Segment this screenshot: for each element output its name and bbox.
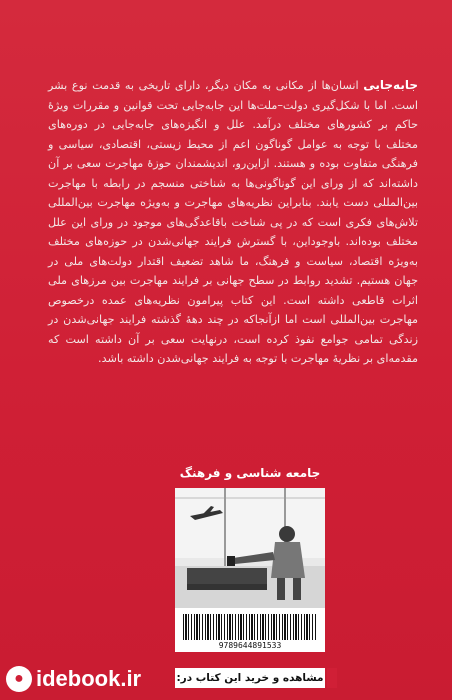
- barcode-panel: [175, 608, 325, 652]
- isbn-number: 9789644891533: [218, 641, 282, 650]
- airport-scene-illustration: [175, 488, 325, 608]
- cover-photo: [175, 488, 325, 608]
- site-logo-text: idebook.ir: [36, 666, 142, 691]
- description-lead-word: جابه‌جایی: [363, 78, 418, 92]
- book-description: [48, 76, 418, 369]
- book-logo-icon: ●: [6, 666, 32, 692]
- barcode-icon: [183, 614, 317, 640]
- promo-marker: [327, 668, 337, 688]
- site-logo[interactable]: [6, 662, 141, 696]
- watermark-footer: [0, 662, 452, 700]
- promo-banner[interactable]: مشاهده و خرید این کتاب در:: [175, 668, 325, 688]
- description-text: انسان‌ها از مکانی به مکان دیگر، دارای تاریخی به قدمت نوع بشر است. اما با شکل‌گیری دولت–ملت‌ها این جابه‌جایی تحت قوانین و مقررات ویژهٔ حاکم بر کشورهای مختلف درآمد. علل و انگیزه‌های جابه‌جایی در دوره‌های مختلف با توجه به عوامل گوناگون اعم از محیط زیستی، اقتصادی، سیاسی و فرهنگی متفاوت بوده و هستند. ازاین‌رو، اندیشمندان حوزهٔ مهاجرت سعی بر آن داشته‌اند که از ورای این گوناگونی‌ها به شناختی منسجم در رابطه با مهاجرت بین‌المللی دست یابند. بنابراین نظریه‌های مهاجرت و به‌ویژه مهاجرت بین‌المللی تلاش‌های فکری است که در پی شناخت باقاعدگی‌های موجود در ورای این علل مختلف بوده‌اند. باوجوداین، با گسترش فرایند جهانی‌شدن در حوزه‌های مختلف به‌ویژه اقتصاد، سیاست و فرهنگ، ما شاهد تضعیف اقتدار دولت‌های ملی در جهان هستیم. تشدید روابط در سطح جهانی بر فرایند مهاجرت بین مرزهای ملی اثرات قاطعی داشته است. این کتاب پیرامون نظریه‌های عمده درخصوص مهاجرت بین‌المللی است اما ازآنجاکه در چند دههٔ گذشته فرایند جهانی‌شدن در زندگی تمامی جوامع نفوذ کرده است، درنهایت سعی بر آن داشته است که مقدمه‌ای بر نظریهٔ مهاجرت با توجه به فرایند جهانی‌شدن داشته باشد.: [48, 79, 418, 365]
- series-title: جامعه شناسی و فرهنگ: [179, 466, 321, 480]
